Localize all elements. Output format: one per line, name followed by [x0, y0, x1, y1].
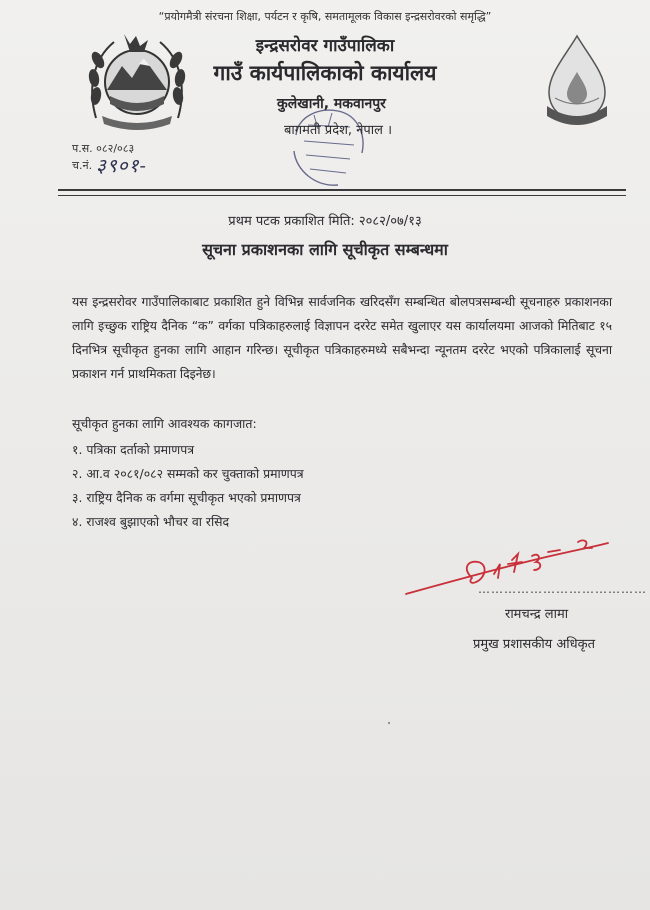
paper-speck: [388, 722, 390, 724]
signer-designation: प्रमुख प्रशासकीय अधिकृत: [473, 637, 596, 652]
official-stamp: [288, 105, 368, 195]
motto: “प्रयोगमैत्री संरचना शिक्षा, पर्यटन र कृषि, समतामूलक विकास इन्द्रसरोवरको समृद्धि”: [158, 10, 492, 23]
org-name: इन्द्रसरोवर गाउँपालिका: [255, 36, 395, 56]
documents-title: सूचीकृत हुनका लागि आवश्यक कागजात:: [72, 416, 257, 431]
document-item: ४. राजश्व बुझाएको भौचर वा रसिद: [72, 514, 230, 529]
documents-list: [72, 438, 304, 534]
fiscal-year: प.स. ०८२/०८३: [72, 142, 135, 155]
document-item: २. आ.व २०८१/०८२ सम्मको कर चुक्ताको प्रमाणपत्र: [72, 466, 304, 481]
signer-name: रामचन्द्र लामा: [505, 607, 569, 622]
office-name: गाउँ कार्यपालिकाको कार्यालय: [213, 61, 437, 85]
header-rule-thin: [58, 195, 626, 196]
published-date: प्रथम पटक प्रकाशित मिति: २०८२/०७/१३: [228, 214, 422, 229]
notice-body: यस इन्द्रसरोवर गाउँपालिकाबाट प्रकाशित हुने विभिन्न सार्वजनिक खरिदसँग सम्बन्धित बोलपत्रसम्बन्धी सूचनाहरु प्रकाशनका लागि इच्छुक राष्ट्रिय दैनिक “क” वर्गका पत्रिकाहरुलाई विज्ञापन दररेट समेत खुलाएर यस कार्यालयमा आजको मितिबाट १५ दिनभित्र सूचीकृत हुनका लागि आहान गरिन्छ। सूचीकृत पत्रिकाहरुमध्ये सबैभन्दा न्यूनतम दररेट भएको पत्रिकालाई सूचना प्रकाशन गर्न प्राथमिकता दिइनेछ।: [72, 294, 612, 381]
notice-subject: सूचना प्रकाशनका लागि सूचीकृत सम्बन्धमा: [202, 240, 448, 259]
location-line1: कुलेखानी, मकवानपुर: [277, 96, 386, 112]
dispatch-label: च.नं.: [72, 159, 93, 172]
header-rule-thick: [58, 189, 626, 191]
location-line2: बागमती प्रदेश, नेपाल ।: [284, 123, 393, 138]
document-item: १. पत्रिका दर्ताको प्रमाणपत्र: [72, 442, 195, 457]
document-item: ३. राष्ट्रिय दैनिक क वर्गमा सूचीकृत भएको प्रमाणपत्र: [72, 490, 301, 505]
dispatch-number: ३९०१-: [96, 155, 147, 177]
signature-line: …………………………………: [478, 582, 647, 596]
